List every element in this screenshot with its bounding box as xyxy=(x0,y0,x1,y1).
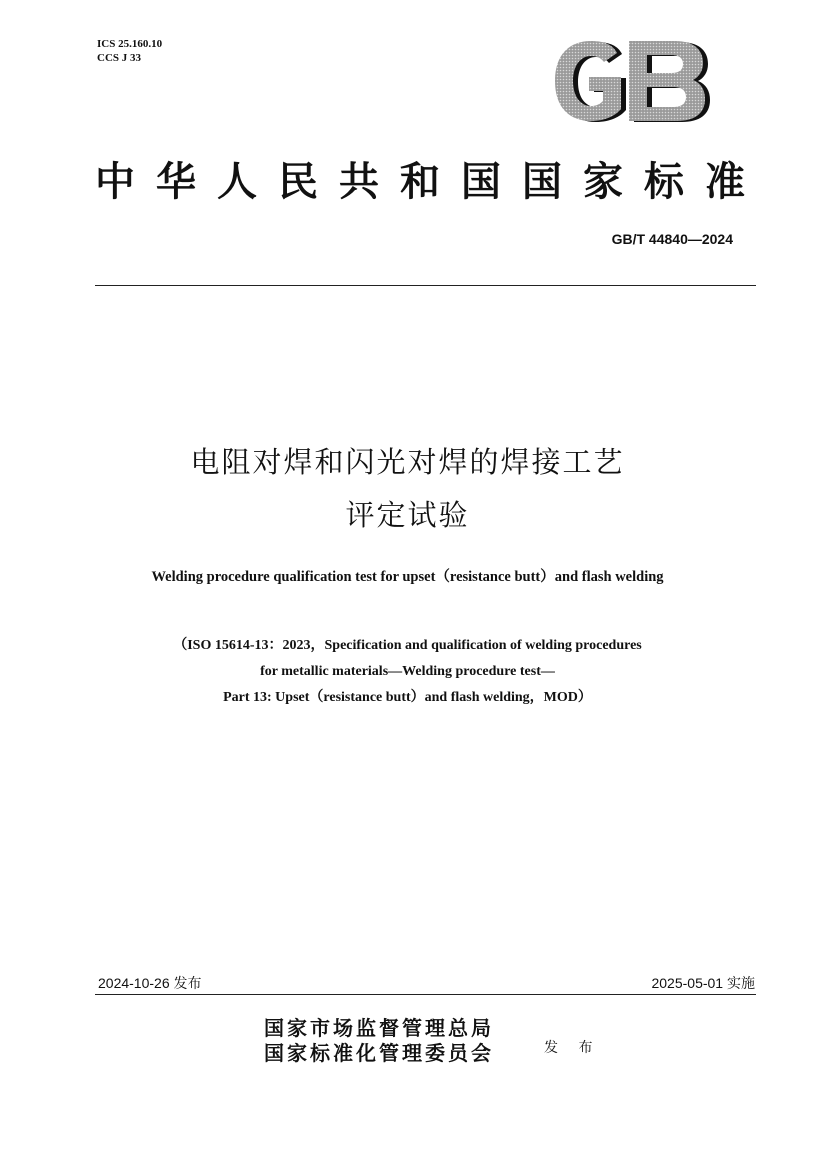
classification-codes xyxy=(97,37,162,65)
standard-number: GB/T 44840—2024 xyxy=(611,231,733,247)
chinese-title-line-2: 评定试验 xyxy=(345,498,470,532)
ccs-code: CCS J 33 xyxy=(97,52,142,64)
chinese-title-line-1: 电阻对焊和闪光对焊的焊接工艺 xyxy=(190,445,625,479)
iso-reference-line-2: for metallic materials—Welding procedure test— xyxy=(260,664,555,679)
issue-date: 2024-10-26 发布 xyxy=(98,975,202,991)
implementation-date: 2025-05-01 实施 xyxy=(651,975,755,991)
iso-reference-line-1: （ISO 15614-13：2023，Specification and qualification of welding procedures xyxy=(173,638,642,653)
english-title: Welding procedure qualification test for upset（resistance butt）and flash welding xyxy=(151,569,664,585)
top-divider xyxy=(95,285,756,286)
publish-label: 发 布 xyxy=(544,1040,601,1056)
issuing-authorities xyxy=(264,1016,494,1066)
iso-reference-line-3: Part 13: Upset（resistance butt）and flash welding，MOD） xyxy=(223,690,592,705)
gb-logo xyxy=(552,40,712,124)
ics-code: ICS 25.160.10 xyxy=(97,38,163,50)
national-standard-title: 中华人民共和国国家标准 xyxy=(95,158,766,205)
bottom-divider xyxy=(95,994,756,995)
authority-samr: 国家市场监督管理总局 xyxy=(264,1016,494,1040)
authority-sac: 国家标准化管理委员会 xyxy=(264,1041,494,1065)
